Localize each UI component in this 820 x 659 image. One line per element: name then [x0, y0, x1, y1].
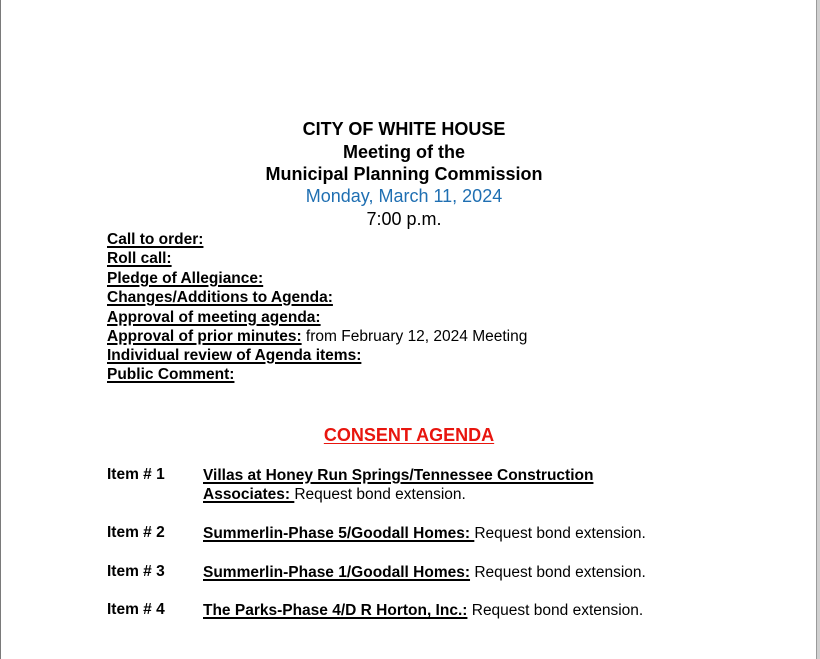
item-title: The Parks-Phase 4/D R Horton, Inc.:: [203, 602, 468, 619]
item-title: Summerlin-Phase 1/Goodall Homes:: [203, 564, 471, 581]
consent-item-1: [203, 466, 593, 504]
agenda-pledge: [107, 270, 263, 288]
consent-agenda-heading: CONSENT AGENDA: [323, 425, 495, 445]
agenda-label: Pledge of Allegiance:: [107, 270, 264, 287]
item-description: Request bond extension.: [474, 525, 646, 542]
item-title: Villas at Honey Run Springs/Tennessee Construction: [203, 467, 594, 484]
consent-item-3: [203, 563, 646, 582]
agenda-label: Approval of meeting agenda:: [107, 309, 321, 326]
meeting-date: Monday, March 11, 2024: [305, 186, 503, 206]
item-title: Associates:: [203, 486, 295, 503]
agenda-label: Roll call:: [107, 250, 172, 267]
agenda-roll-call: [107, 250, 172, 268]
item-description: Request bond extension.: [467, 602, 644, 619]
agenda-changes: [107, 289, 333, 307]
agenda-call-to-order: [107, 231, 203, 249]
agenda-public-comment: [107, 366, 234, 384]
item-number: Item # 2: [107, 524, 165, 541]
agenda-approval-agenda: [107, 309, 321, 327]
agenda-label: Approval of prior minutes:: [107, 328, 302, 345]
meeting-title: Meeting of the: [343, 142, 465, 162]
consent-item-4: [203, 601, 643, 620]
item-title: Summerlin-Phase 5/Goodall Homes:: [203, 525, 475, 542]
agenda-individual-review: [107, 347, 361, 365]
item-description: Request bond extension.: [294, 486, 466, 503]
item-number: Item # 4: [107, 601, 165, 618]
item-description: Request bond extension.: [470, 564, 646, 581]
agenda-approval-minutes: [107, 328, 527, 346]
consent-item-2: [203, 524, 646, 543]
city-title: CITY OF WHITE HOUSE: [302, 119, 506, 139]
page-edge: [816, 0, 820, 659]
agenda-label: Call to order:: [107, 231, 204, 248]
agenda-label: Public Comment:: [107, 366, 235, 383]
agenda-label: Changes/Additions to Agenda:: [107, 289, 333, 306]
item-number: Item # 3: [107, 563, 165, 580]
meeting-time: 7:00 p.m.: [366, 209, 442, 229]
agenda-label: Individual review of Agenda items:: [107, 347, 362, 364]
commission-title: Municipal Planning Commission: [265, 164, 543, 184]
agenda-detail: from February 12, 2024 Meeting: [301, 328, 528, 345]
item-number: Item # 1: [107, 466, 165, 483]
